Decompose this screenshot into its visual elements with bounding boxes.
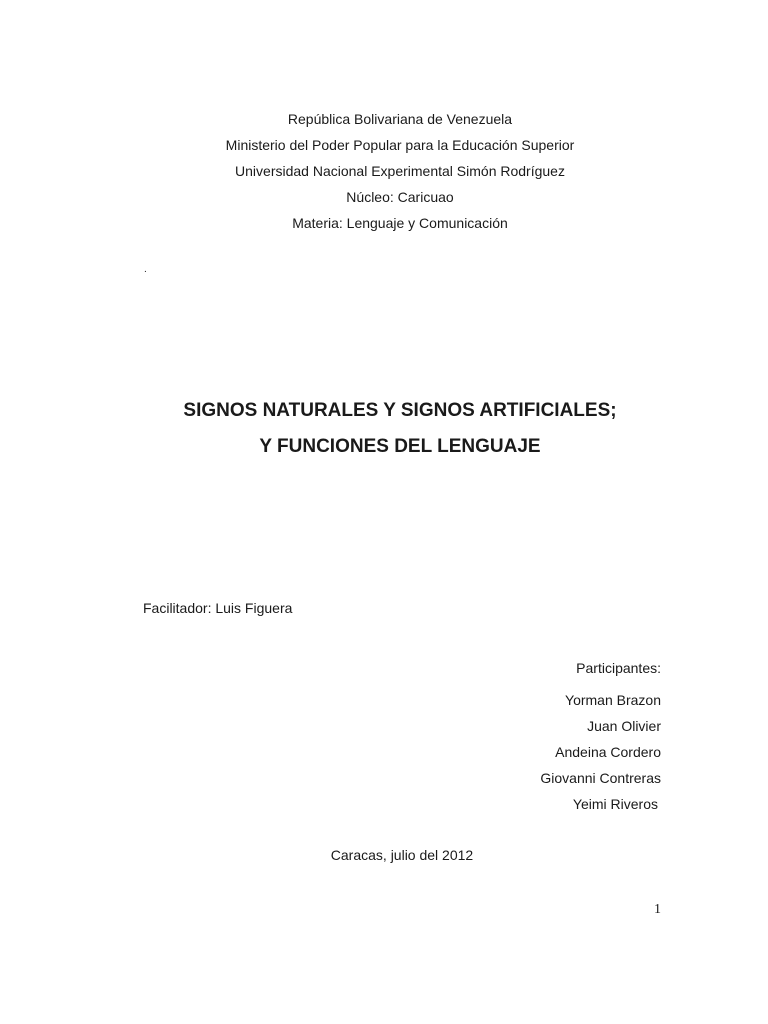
participants-label: Participantes: (576, 660, 661, 676)
participants-list (540, 687, 661, 817)
stray-mark: . (144, 264, 147, 275)
participant-name: Juan Olivier (587, 718, 661, 734)
header-ministry: Ministerio del Poder Popular para la Educación Superior (225, 137, 575, 153)
header-university: Universidad Nacional Experimental Simón Rodríguez (235, 163, 565, 179)
participant-name: Andeina Cordero (555, 744, 661, 760)
participant-name: Yorman Brazon (565, 692, 661, 708)
participant-name: Giovanni Contreras (540, 770, 661, 786)
header-campus: Núcleo: Caricuao (346, 189, 454, 205)
institution-header (0, 106, 768, 236)
facilitator-line: Facilitador: Luis Figuera (143, 600, 293, 616)
document-title (0, 393, 768, 465)
title-line-2: Y FUNCIONES DEL LENGUAJE (259, 436, 541, 457)
title-line-1: SIGNOS NATURALES Y SIGNOS ARTIFICIALES; (183, 400, 617, 421)
page-number: 1 (654, 902, 661, 917)
header-country: República Bolivariana de Venezuela (287, 111, 513, 127)
place-and-date: Caracas, julio del 2012 (330, 847, 474, 863)
participant-name: Yeimi Riveros (572, 796, 658, 812)
header-subject: Materia: Lenguaje y Comunicación (292, 215, 508, 231)
